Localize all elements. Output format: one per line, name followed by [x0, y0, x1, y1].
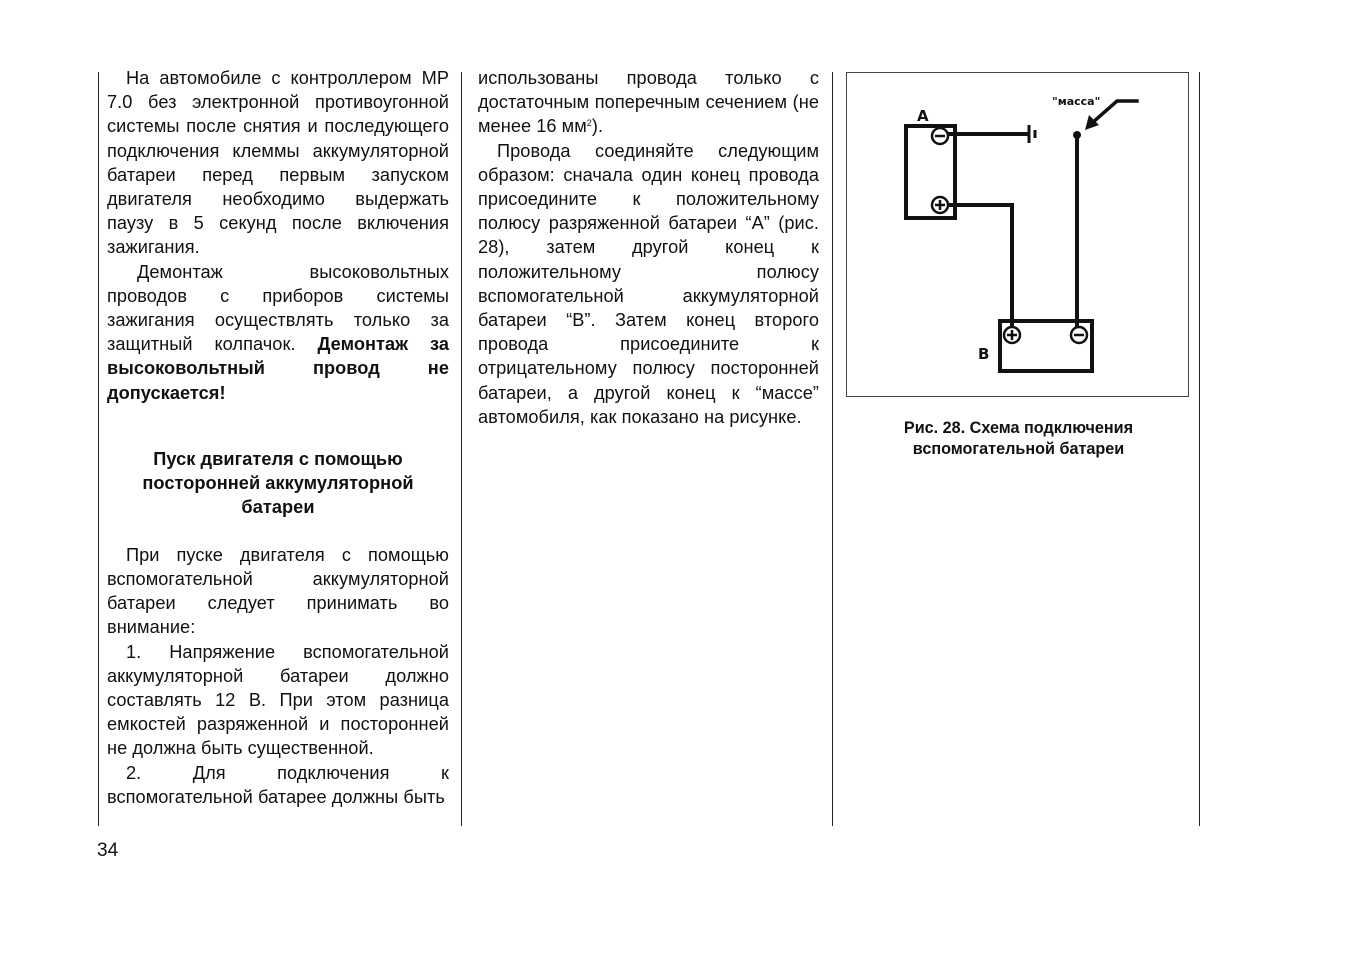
battery-a-label: А [917, 107, 929, 125]
superscript-2: 2 [586, 118, 592, 129]
paragraph-wire-section [478, 66, 819, 139]
paragraph-controller-note: На автомобиле с контроллером МР 7.0 без электронной противоугонной системы после снятия и последующего подключения клеммы аккумуляторной батареи перед первым запуском двигателя необходимо выдержать паузу в 5 секунд после включения зажигания. [107, 68, 449, 258]
text-column-2 [478, 66, 819, 429]
paragraph-connection-order: Провода соединяйте следующим образом: сначала один конец провода присоедините к положительному полюсу разряженной батареи “А” (рис. 28), затем другой конец к положительному полюсу вспомогательной аккумуляторной батареи “В”. Затем конец второго провода присоедините к отрицательному полюсу посторонней батареи, а другой конец к “массе” автомобиля, как показано на рисунке. [478, 140, 819, 427]
list-item-voltage: 1. Напряжение вспомогательной аккумуляторной батареи должно составлять 12 В. При этом разница емкостей разряженной и посторонней не должна быть существенной. [107, 641, 449, 759]
page-number: 34 [97, 840, 119, 861]
list-item-wires: 2. Для подключения к вспомогательной батарее должны быть [107, 762, 449, 807]
column-rule-middle [461, 72, 462, 826]
paragraph-jump-start-intro: При пуске двигателя с помощью вспомогательной аккумуляторной батареи следует принимать во внимание: [107, 544, 449, 638]
battery-b-label: В [978, 345, 990, 363]
paragraph-hv-wires [107, 260, 449, 405]
hv-wires-warning: Демонтаж за высоковольтный провод не допускается! [107, 334, 449, 403]
battery-connection-diagram [847, 73, 1188, 396]
caption-line-2: вспомогательной батареи [912, 440, 1125, 458]
spacer [107, 519, 449, 543]
wire-positive [949, 205, 1012, 330]
hv-wires-text: Демонтаж высоковольтных проводов с приборов системы зажигания осуществлять только за защитный колпачок. [107, 261, 449, 355]
column-rule-left [98, 72, 99, 826]
column-rule-right [1199, 72, 1200, 826]
figure-28-diagram [846, 72, 1189, 397]
ground-label: "масса" [1052, 95, 1101, 108]
column-rule-right-middle [832, 72, 833, 826]
text-column-1 [107, 66, 449, 809]
wire-section-end: ). [591, 116, 604, 137]
wire-section-text: использованы провода только с достаточным поперечным сечением (не менее 16 мм [478, 68, 819, 137]
spacer [107, 405, 449, 447]
section-heading: Пуск двигателя с помощью посторонней аккумуляторной батареи [142, 448, 414, 517]
caption-line-1: Рис. 28. Схема подключения [903, 419, 1134, 437]
ground-point [1073, 131, 1081, 139]
figure-caption [846, 418, 1191, 460]
